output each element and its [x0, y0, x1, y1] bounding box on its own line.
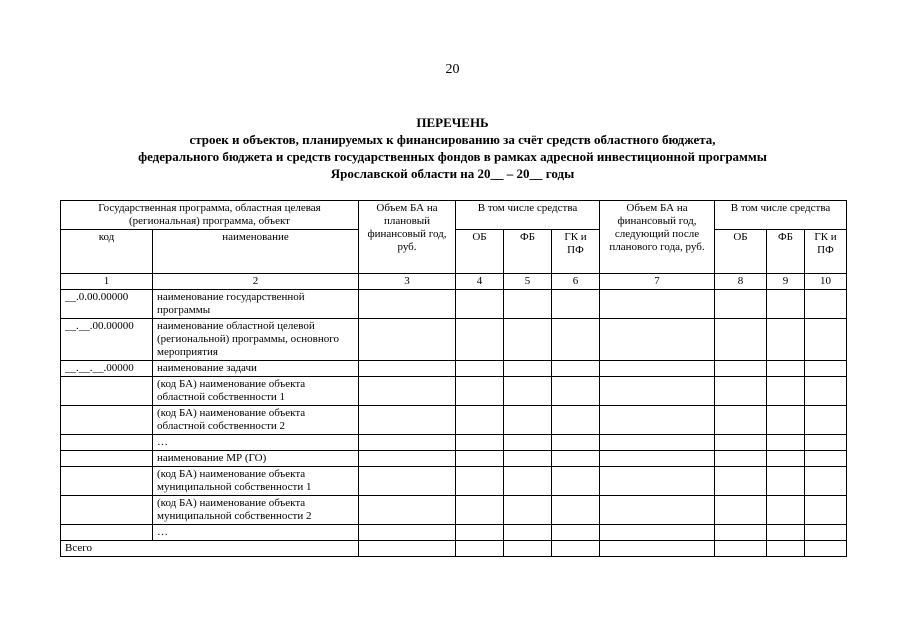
row-value-cell [600, 319, 715, 361]
row-value-cell [805, 496, 847, 525]
header-volume-plan: Объем БА на плановый финансовый год, руб. [359, 201, 456, 274]
row-value-cell [359, 290, 456, 319]
column-number: 1 [61, 274, 153, 290]
row-value-cell [767, 406, 805, 435]
row-value-cell [805, 319, 847, 361]
row-value-cell [456, 467, 504, 496]
row-value-cell [600, 377, 715, 406]
row-name: (код БА) наименование объекта муниципальной собственности 1 [153, 467, 359, 496]
column-number: 5 [504, 274, 552, 290]
row-value-cell [767, 496, 805, 525]
row-value-cell [552, 451, 600, 467]
row-value-cell [600, 435, 715, 451]
table-row [61, 435, 847, 451]
row-code [61, 377, 153, 406]
row-value-cell [359, 451, 456, 467]
row-value-cell [359, 496, 456, 525]
row-value-cell [456, 319, 504, 361]
header-name: наименование [153, 230, 359, 274]
row-value-cell [504, 496, 552, 525]
table-row [61, 377, 847, 406]
header-including-2: В том числе средства [715, 201, 847, 230]
document-heading [40, 114, 865, 182]
column-number: 7 [600, 274, 715, 290]
table-row [61, 467, 847, 496]
row-value-cell [359, 319, 456, 361]
row-value-cell [359, 525, 456, 541]
header-code: код [61, 230, 153, 274]
row-value-cell [715, 467, 767, 496]
row-name: … [153, 525, 359, 541]
row-value-cell [715, 451, 767, 467]
heading-line-3: федерального бюджета и средств государственных фондов в рамках адресной инвестиционной программы [138, 149, 767, 164]
row-value-cell [600, 290, 715, 319]
row-value-cell [552, 435, 600, 451]
row-code: __.0.00.00000 [61, 290, 153, 319]
row-value-cell [600, 525, 715, 541]
row-value-cell [805, 435, 847, 451]
row-value-cell [767, 467, 805, 496]
row-value-cell [456, 525, 504, 541]
row-value-cell [504, 361, 552, 377]
column-number: 6 [552, 274, 600, 290]
total-value-cell [456, 541, 504, 557]
row-code [61, 496, 153, 525]
table-row [61, 290, 847, 319]
row-value-cell [805, 377, 847, 406]
row-value-cell [715, 377, 767, 406]
header-volume-next: Объем БА на финансовый год, следующий после планового года, руб. [600, 201, 715, 274]
header-program: Государственная программа, областная целевая (региональная) программа, объект [61, 201, 359, 230]
row-value-cell [767, 319, 805, 361]
total-value-cell [805, 541, 847, 557]
table-row [61, 361, 847, 377]
row-value-cell [767, 435, 805, 451]
page-number: 20 [445, 62, 460, 77]
header-row-1 [61, 201, 847, 230]
row-code [61, 525, 153, 541]
row-value-cell [456, 406, 504, 435]
header-ob-1: ОБ [456, 230, 504, 274]
column-number: 8 [715, 274, 767, 290]
row-code [61, 451, 153, 467]
row-name: (код БА) наименование объекта муниципальной собственности 2 [153, 496, 359, 525]
header-fb-1: ФБ [504, 230, 552, 274]
heading-line-2: строек и объектов, планируемых к финансированию за счёт средств областного бюджета, [189, 132, 716, 147]
row-value-cell [552, 496, 600, 525]
row-value-cell [805, 467, 847, 496]
header-gk-1: ГК и ПФ [552, 230, 600, 274]
total-value-cell [552, 541, 600, 557]
row-value-cell [600, 406, 715, 435]
investment-table [60, 200, 847, 557]
column-number: 3 [359, 274, 456, 290]
row-code: __.__.00.00000 [61, 319, 153, 361]
row-value-cell [715, 496, 767, 525]
row-value-cell [767, 361, 805, 377]
total-value-cell [767, 541, 805, 557]
row-value-cell [504, 377, 552, 406]
row-value-cell [715, 319, 767, 361]
total-value-cell [715, 541, 767, 557]
row-value-cell [805, 406, 847, 435]
total-row [61, 541, 847, 557]
row-value-cell [805, 290, 847, 319]
row-value-cell [715, 290, 767, 319]
row-name: наименование областной целевой (региональной) программы, основного мероприятия [153, 319, 359, 361]
row-name: наименование государственной программы [153, 290, 359, 319]
total-value-cell [504, 541, 552, 557]
row-value-cell [552, 467, 600, 496]
row-value-cell [359, 435, 456, 451]
row-code [61, 467, 153, 496]
column-number: 4 [456, 274, 504, 290]
row-value-cell [805, 361, 847, 377]
row-value-cell [359, 361, 456, 377]
table-row [61, 496, 847, 525]
row-code: __.__.__.00000 [61, 361, 153, 377]
row-value-cell [552, 290, 600, 319]
row-value-cell [456, 451, 504, 467]
row-value-cell [767, 290, 805, 319]
row-value-cell [552, 406, 600, 435]
row-value-cell [767, 451, 805, 467]
row-value-cell [600, 451, 715, 467]
heading-title: ПЕРЕЧЕНЬ [416, 115, 489, 130]
row-value-cell [359, 467, 456, 496]
row-code [61, 406, 153, 435]
row-name: … [153, 435, 359, 451]
total-label: Всего [61, 541, 359, 557]
column-number: 2 [153, 274, 359, 290]
total-value-cell [600, 541, 715, 557]
row-value-cell [600, 361, 715, 377]
row-value-cell [504, 451, 552, 467]
table-row [61, 319, 847, 361]
table-row [61, 406, 847, 435]
row-value-cell [552, 377, 600, 406]
header-gk-2: ГК и ПФ [805, 230, 847, 274]
heading-line-4: Ярославской области на 20__ – 20__ годы [330, 166, 575, 181]
row-value-cell [805, 525, 847, 541]
row-value-cell [504, 406, 552, 435]
row-value-cell [715, 525, 767, 541]
row-value-cell [600, 467, 715, 496]
row-value-cell [767, 377, 805, 406]
row-value-cell [456, 496, 504, 525]
row-value-cell [552, 525, 600, 541]
row-value-cell [456, 290, 504, 319]
column-number-row [61, 274, 847, 290]
header-fb-2: ФБ [767, 230, 805, 274]
row-name: (код БА) наименование объекта областной собственности 1 [153, 377, 359, 406]
row-value-cell [805, 451, 847, 467]
row-value-cell [359, 377, 456, 406]
row-value-cell [715, 406, 767, 435]
row-value-cell [456, 361, 504, 377]
column-number: 10 [805, 274, 847, 290]
row-name: наименование задачи [153, 361, 359, 377]
header-including-1: В том числе средства [456, 201, 600, 230]
row-value-cell [504, 525, 552, 541]
row-value-cell [504, 319, 552, 361]
total-value-cell [359, 541, 456, 557]
row-code [61, 435, 153, 451]
row-value-cell [600, 496, 715, 525]
row-value-cell [715, 361, 767, 377]
row-value-cell [504, 467, 552, 496]
row-name: наименование МР (ГО) [153, 451, 359, 467]
row-value-cell [359, 406, 456, 435]
row-value-cell [715, 435, 767, 451]
row-value-cell [552, 319, 600, 361]
table-row [61, 451, 847, 467]
row-value-cell [504, 435, 552, 451]
row-value-cell [504, 290, 552, 319]
row-value-cell [767, 525, 805, 541]
row-value-cell [456, 435, 504, 451]
row-value-cell [456, 377, 504, 406]
row-name: (код БА) наименование объекта областной собственности 2 [153, 406, 359, 435]
table-row [61, 525, 847, 541]
header-ob-2: ОБ [715, 230, 767, 274]
row-value-cell [552, 361, 600, 377]
column-number: 9 [767, 274, 805, 290]
